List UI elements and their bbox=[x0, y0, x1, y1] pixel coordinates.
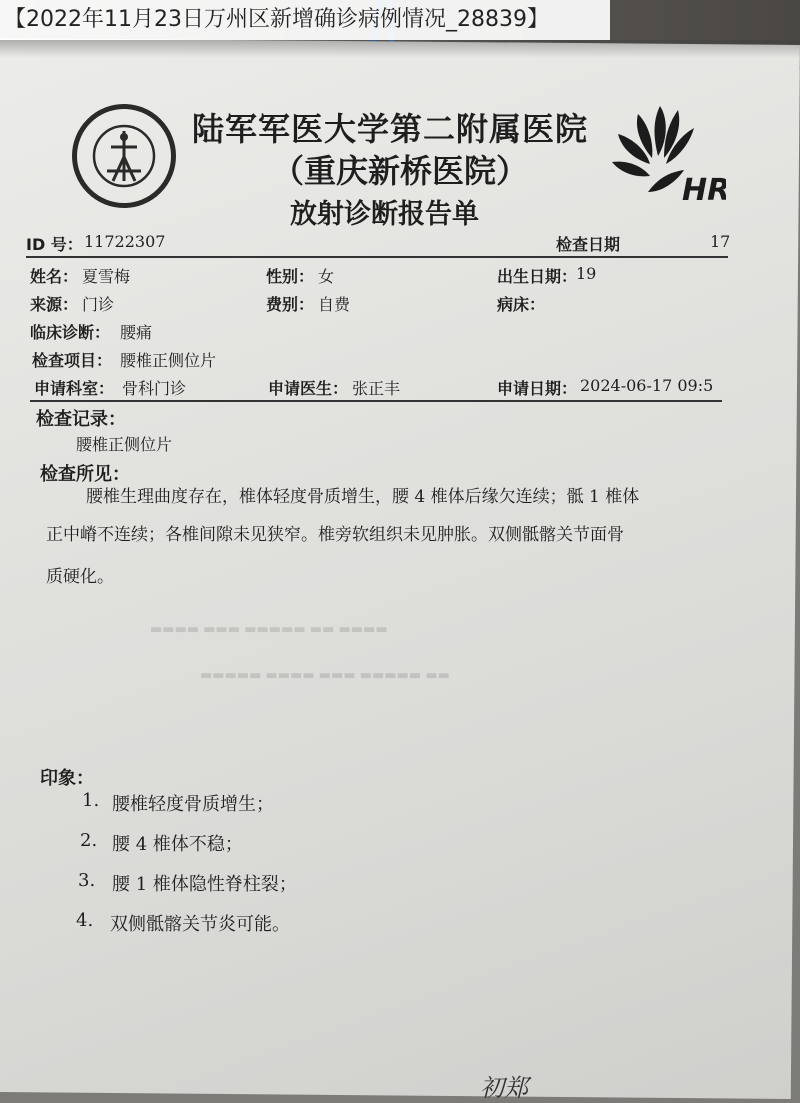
source-label: 来源： bbox=[30, 295, 79, 314]
page-caption: 【2022年11月23日万州区新增确诊病例情况_28839】 bbox=[0, 0, 610, 40]
fee-label: 费别： bbox=[266, 295, 315, 314]
bleed-through-mark: ▬▬▬▬ ▬▬▬ ▬▬▬▬▬ ▬▬ ▬▬▬▬ bbox=[150, 622, 388, 637]
exam-item-value: 腰椎正侧位片 bbox=[120, 351, 217, 370]
dob-label: 出生日期： bbox=[497, 267, 578, 286]
svg-text:HR: HR bbox=[682, 173, 726, 204]
apply-dept-label: 申请科室： bbox=[34, 379, 115, 398]
hospital-logo-icon bbox=[608, 100, 726, 204]
clinical-diagnosis-label: 临床诊断： bbox=[30, 323, 111, 342]
impression-item-number: 3. bbox=[78, 870, 96, 891]
hospital-seal-icon bbox=[72, 104, 176, 208]
findings-line: 质硬化。 bbox=[46, 567, 114, 587]
exam-date-value: 17 bbox=[710, 232, 731, 251]
apply-date-label: 申请日期： bbox=[497, 379, 578, 398]
name-label: 姓名： bbox=[30, 267, 79, 286]
source-value: 门诊 bbox=[82, 295, 115, 314]
bed-label: 病床： bbox=[497, 295, 546, 314]
sex-value: 女 bbox=[318, 267, 335, 286]
id-label: ID 号： bbox=[26, 235, 83, 254]
impression-item-text: 腰 4 椎体不稳； bbox=[112, 834, 243, 855]
impression-item-text: 双侧骶髂关节炎可能。 bbox=[110, 914, 290, 935]
apply-dept-value: 骨科门诊 bbox=[122, 379, 187, 398]
exam-record-content: 腰椎正侧位片 bbox=[76, 435, 173, 454]
impression-item-number: 4. bbox=[76, 910, 94, 931]
apply-doctor-label: 申请医生： bbox=[268, 379, 349, 398]
impression-item-text: 腰 1 椎体隐性脊柱裂； bbox=[112, 874, 297, 895]
apply-date-value: 2024-06-17 09:5 bbox=[580, 376, 714, 395]
clinical-diagnosis-value: 腰痛 bbox=[120, 323, 153, 342]
impression-item-number: 2. bbox=[80, 830, 98, 851]
impression-item-text: 腰椎轻度骨质增生； bbox=[112, 794, 274, 815]
exam-item-label: 检查项目： bbox=[32, 351, 113, 370]
hospital-name: 陆军军医大学第二附属医院 bbox=[192, 110, 589, 148]
physician-signature: 初郑 bbox=[480, 1074, 528, 1102]
impression-title: 印象： bbox=[40, 768, 94, 789]
findings-line: 正中嵴不连续；各椎间隙未见狭窄。椎旁软组织未见肿胀。双侧骶髂关节面骨 bbox=[46, 525, 624, 545]
id-value: 11722307 bbox=[84, 232, 166, 251]
exam-record-title: 检查记录： bbox=[36, 409, 126, 430]
hospital-alias: （重庆新桥医院） bbox=[272, 152, 529, 190]
findings-title: 检查所见： bbox=[40, 464, 130, 485]
dob-value: 19 bbox=[576, 264, 597, 283]
exam-date-label: 检查日期 bbox=[556, 235, 621, 254]
info-divider bbox=[30, 400, 722, 402]
findings-line: 腰椎生理曲度存在，椎体轻度骨质增生，腰 4 椎体后缘欠连续；骶 1 椎体 bbox=[86, 487, 640, 507]
apply-doctor-value: 张正丰 bbox=[352, 379, 401, 398]
name-value: 夏雪梅 bbox=[82, 267, 131, 286]
sex-label: 性别： bbox=[266, 267, 315, 286]
bleed-through-mark: ▬▬▬▬▬ ▬▬▬▬ ▬▬▬ ▬▬▬▬▬ ▬▬ bbox=[200, 668, 450, 683]
report-title: 放射诊断报告单 bbox=[290, 199, 479, 230]
paper-shadow bbox=[0, 40, 800, 58]
impression-item-number: 1. bbox=[82, 790, 100, 811]
fee-value: 自费 bbox=[318, 295, 351, 314]
header-divider bbox=[26, 256, 728, 258]
